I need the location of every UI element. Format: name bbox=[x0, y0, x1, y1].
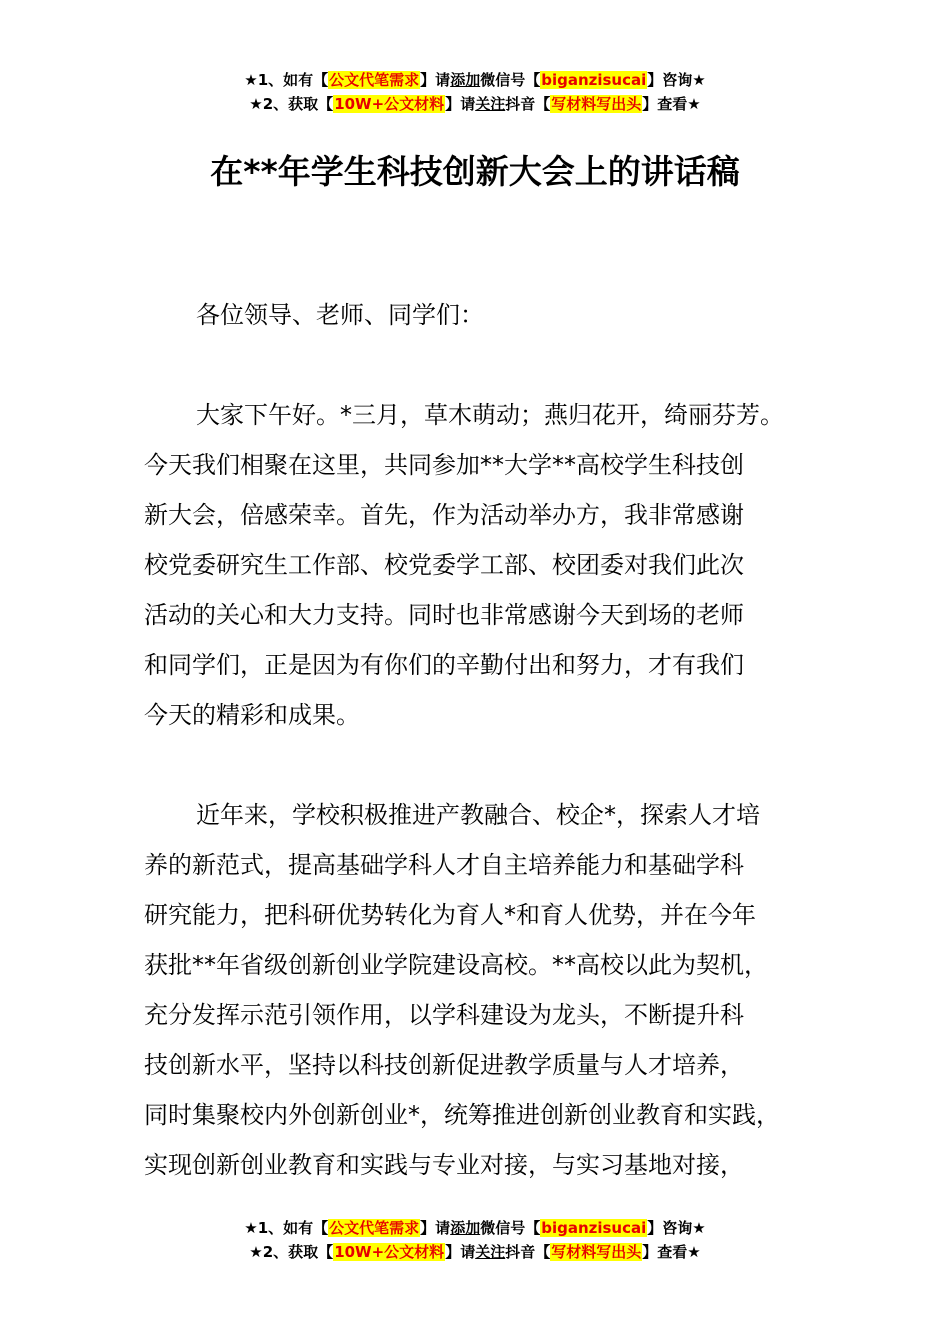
banner-text: ★2、获取【 bbox=[249, 1243, 334, 1261]
banner-text: 抖音【 bbox=[505, 95, 551, 113]
text-line: 校党委研究生工作部、校党委学工部、校团委对我们此次 bbox=[144, 551, 744, 579]
text-line: 和同学们，正是因为有你们的辛勤付出和努力，才有我们 bbox=[144, 651, 744, 679]
banner-text: 】请 bbox=[445, 95, 476, 113]
header-banner bbox=[0, 68, 950, 116]
banner-highlight: 写材料写出头 bbox=[551, 95, 642, 113]
banner-highlight: 10W+公文材料 bbox=[334, 1243, 445, 1261]
banner-text: 微信号【 bbox=[480, 1219, 541, 1237]
banner-line-1 bbox=[0, 68, 950, 92]
banner-text: 微信号【 bbox=[480, 71, 541, 89]
banner-text: 】请 bbox=[420, 1219, 451, 1237]
text-line: 获批**年省级创新创业学院建设高校。**高校以此为契机， bbox=[144, 951, 768, 979]
banner-underline: 添加 bbox=[450, 71, 481, 89]
text-line: 养的新范式，提高基础学科人才自主培养能力和基础学科 bbox=[144, 851, 744, 879]
banner-highlight: biganzisucai bbox=[541, 71, 647, 89]
paragraph-1 bbox=[144, 390, 834, 740]
banner-text: 】请 bbox=[445, 1243, 476, 1261]
banner-text: 】咨询★ bbox=[647, 71, 706, 89]
banner-text: 】咨询★ bbox=[647, 1219, 706, 1237]
banner-highlight: biganzisucai bbox=[541, 1219, 647, 1237]
banner-underline: 关注 bbox=[475, 95, 506, 113]
banner-highlight: 写材料写出头 bbox=[551, 1243, 642, 1261]
text-line: 大家下午好。*三月，草木萌动；燕归花开，绮丽芬芳。 bbox=[196, 401, 784, 429]
banner-text: 】请 bbox=[420, 71, 451, 89]
text-line: 同时集聚校内外创新创业*，统筹推进创新创业教育和实践， bbox=[144, 1101, 780, 1129]
paragraph-2 bbox=[144, 790, 834, 1190]
banner-underline: 添加 bbox=[450, 1219, 481, 1237]
text-line: 近年来，学校积极推进产教融合、校企*，探索人才培 bbox=[196, 801, 760, 829]
banner-highlight: 公文代笔需求 bbox=[329, 71, 420, 89]
banner-text: ★2、获取【 bbox=[249, 95, 334, 113]
text-line: 新大会，倍感荣幸。首先，作为活动举办方，我非常感谢 bbox=[144, 501, 744, 529]
banner-line-1 bbox=[0, 1216, 950, 1240]
text-line: 充分发挥示范引领作用，以学科建设为龙头，不断提升科 bbox=[144, 1001, 744, 1029]
banner-text: 抖音【 bbox=[505, 1243, 551, 1261]
banner-text: ★1、如有【 bbox=[244, 71, 329, 89]
text-line: 今天我们相聚在这里，共同参加**大学**高校学生科技创 bbox=[144, 451, 744, 479]
banner-text: 】查看★ bbox=[642, 1243, 701, 1261]
text-line: 活动的关心和大力支持。同时也非常感谢今天到场的老师 bbox=[144, 601, 744, 629]
banner-highlight: 公文代笔需求 bbox=[329, 1219, 420, 1237]
text-line: 今天的精彩和成果。 bbox=[144, 701, 360, 729]
salutation: 各位领导、老师、同学们： bbox=[196, 301, 484, 329]
banner-text: ★1、如有【 bbox=[244, 1219, 329, 1237]
banner-underline: 关注 bbox=[475, 1243, 506, 1261]
text-line: 研究能力，把科研优势转化为育人*和育人优势，并在今年 bbox=[144, 901, 756, 929]
document-title: 在**年学生科技创新大会上的讲话稿 bbox=[210, 152, 740, 191]
banner-line-2 bbox=[0, 92, 950, 116]
text-line: 技创新水平，坚持以科技创新促进教学质量与人才培养， bbox=[144, 1051, 744, 1079]
document-body bbox=[144, 290, 834, 1240]
banner-text: 】查看★ bbox=[642, 95, 701, 113]
footer-banner bbox=[0, 1216, 950, 1264]
text-line: 实现创新创业教育和实践与专业对接，与实习基地对接， bbox=[144, 1151, 744, 1179]
banner-line-2 bbox=[0, 1240, 950, 1264]
banner-highlight: 10W+公文材料 bbox=[334, 95, 445, 113]
